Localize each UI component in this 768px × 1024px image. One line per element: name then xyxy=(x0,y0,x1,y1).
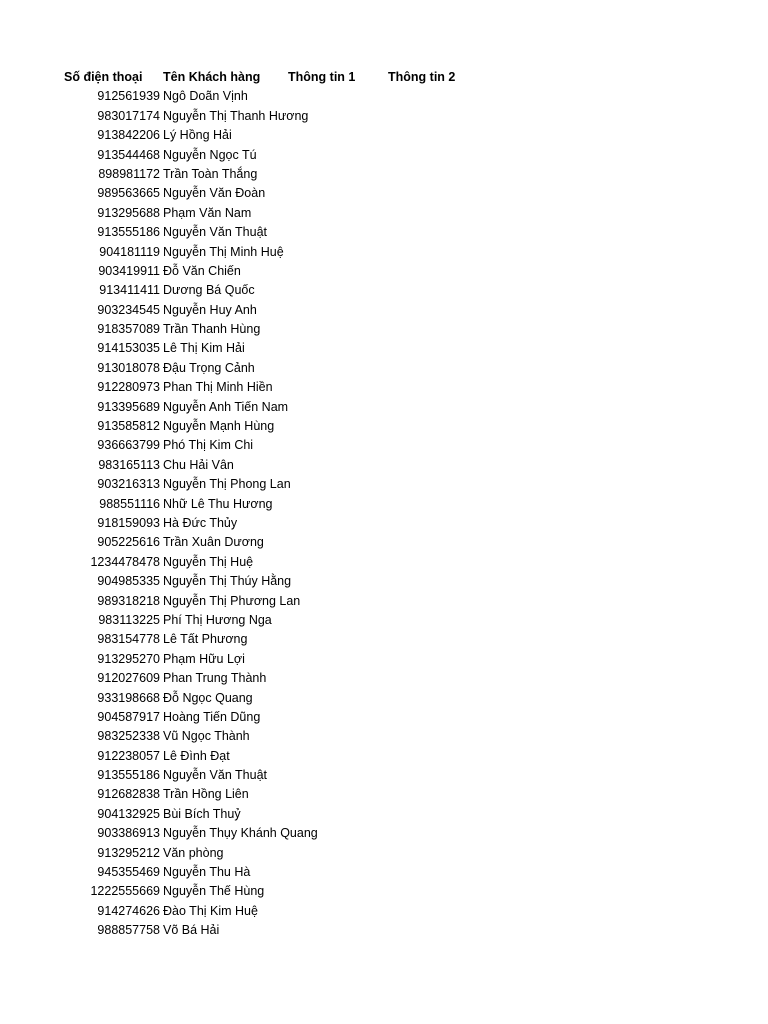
customer-name-cell: Đào Thị Kim Huệ xyxy=(163,903,258,918)
phone-cell: 912561939 xyxy=(97,89,160,104)
phone-cell: 913585812 xyxy=(97,419,160,434)
table-row xyxy=(0,514,768,533)
customer-name-cell: Trần Hồng Liên xyxy=(163,787,249,802)
phone-cell: 913544468 xyxy=(97,147,160,162)
customer-name-cell: Đỗ Văn Chiến xyxy=(163,263,241,278)
header-row xyxy=(0,68,768,87)
table-row xyxy=(0,533,768,552)
phone-cell: 912682838 xyxy=(97,787,160,802)
phone-cell: 913295688 xyxy=(97,205,160,220)
table-row xyxy=(0,805,768,824)
phone-cell: 913295270 xyxy=(97,651,160,666)
table-row xyxy=(0,165,768,184)
table-row xyxy=(0,243,768,262)
table-row xyxy=(0,495,768,514)
phone-cell: 983252338 xyxy=(97,729,160,744)
customer-name-cell: Nguyễn Thụy Khánh Quang xyxy=(163,826,318,841)
phone-cell: 989318218 xyxy=(97,593,160,608)
phone-cell: 914274626 xyxy=(97,903,160,918)
phone-cell: 936663799 xyxy=(97,438,160,453)
phone-cell: 945355469 xyxy=(97,865,160,880)
customer-name-cell: Nguyễn Anh Tiến Nam xyxy=(163,399,289,414)
customer-name-cell: Nguyễn Mạnh Hùng xyxy=(163,419,275,434)
table-row xyxy=(0,611,768,630)
table-row xyxy=(0,708,768,727)
phone-cell: 918357089 xyxy=(97,322,160,337)
customer-name-cell: Phạm Văn Nam xyxy=(163,205,252,220)
phone-cell: 913395689 xyxy=(97,399,160,414)
customer-name-cell: Đậu Trọng Cảnh xyxy=(163,360,255,375)
table-row xyxy=(0,824,768,843)
customer-name-cell: Nguyễn Văn Đoàn xyxy=(163,186,266,201)
header-info-2: Thông tin 2 xyxy=(388,70,456,84)
header-info-1: Thông tin 1 xyxy=(288,70,356,84)
customer-name-cell: Hoàng Tiến Dũng xyxy=(163,709,261,724)
table-row xyxy=(0,863,768,882)
customer-name-cell: Lê Tất Phương xyxy=(163,632,248,647)
table-row xyxy=(0,184,768,203)
customer-name-cell: Nguyễn Thị Minh Huệ xyxy=(163,244,284,259)
customer-name-cell: Phan Thị Minh Hiền xyxy=(163,380,273,395)
customer-name-cell: Phó Thị Kim Chi xyxy=(163,438,254,453)
table-row xyxy=(0,281,768,300)
customer-name-cell: Phạm Hữu Lợi xyxy=(163,651,245,666)
phone-cell: 1222555669 xyxy=(90,884,160,899)
customer-sheet xyxy=(0,68,768,941)
customer-name-cell: Trần Xuân Dương xyxy=(163,535,264,550)
table-row xyxy=(0,87,768,106)
table-row xyxy=(0,553,768,572)
table-row xyxy=(0,844,768,863)
customer-name-cell: Trần Toàn Thắng xyxy=(163,166,258,181)
table-row xyxy=(0,146,768,165)
phone-cell: 983017174 xyxy=(97,108,160,123)
customer-name-cell: Lý Hồng Hải xyxy=(163,128,232,143)
header-name: Tên Khách hàng xyxy=(163,70,261,84)
table-row xyxy=(0,320,768,339)
phone-cell: 904587917 xyxy=(97,709,160,724)
customer-name-cell: Nguyễn Thị Huệ xyxy=(163,554,254,569)
table-row xyxy=(0,204,768,223)
customer-name-cell: Nhữ Lê Thu Hương xyxy=(163,496,273,511)
table-row xyxy=(0,921,768,940)
phone-cell: 903419911 xyxy=(98,263,160,278)
table-row xyxy=(0,592,768,611)
customer-name-cell: Nguyễn Văn Thuật xyxy=(163,768,268,783)
customer-name-cell: Võ Bá Hải xyxy=(163,923,220,938)
phone-cell: 913411411 xyxy=(99,283,160,298)
customer-name-cell: Phí Thị Hương Nga xyxy=(163,612,272,627)
customer-name-cell: Ngô Doãn Vịnh xyxy=(163,89,248,104)
customer-name-cell: Nguyễn Huy Anh xyxy=(163,302,257,317)
customer-name-cell: Trần Thanh Hùng xyxy=(163,322,261,337)
customer-name-cell: Lê Đình Đạt xyxy=(163,748,230,763)
phone-cell: 983165113 xyxy=(98,457,160,472)
customer-name-cell: Nguyễn Ngọc Tú xyxy=(163,147,257,162)
table-row xyxy=(0,669,768,688)
phone-cell: 903216313 xyxy=(97,477,160,492)
table-row xyxy=(0,650,768,669)
table-row xyxy=(0,475,768,494)
table-row xyxy=(0,378,768,397)
customer-name-cell: Nguyễn Thị Phong Lan xyxy=(163,477,291,492)
phone-cell: 903234545 xyxy=(97,302,160,317)
phone-cell: 913295212 xyxy=(97,845,160,860)
phone-cell: 912280973 xyxy=(97,380,160,395)
table-row xyxy=(0,785,768,804)
table-row xyxy=(0,262,768,281)
phone-cell: 905225616 xyxy=(97,535,160,550)
customer-name-cell: Lê Thị Kim Hải xyxy=(163,341,245,356)
table-row xyxy=(0,572,768,591)
table-row xyxy=(0,126,768,145)
phone-cell: 904985335 xyxy=(97,574,160,589)
customer-name-cell: Bùi Bích Thuỷ xyxy=(163,806,241,821)
phone-cell: 988551116 xyxy=(99,496,160,511)
phone-cell: 989563665 xyxy=(97,186,160,201)
table-row xyxy=(0,766,768,785)
table-row xyxy=(0,339,768,358)
phone-cell: 904181119 xyxy=(99,244,160,259)
phone-cell: 983113225 xyxy=(98,612,160,627)
phone-cell: 903386913 xyxy=(97,826,160,841)
table-row xyxy=(0,456,768,475)
header-phone: Số điện thoại xyxy=(64,70,143,84)
customer-name-cell: Nguyễn Văn Thuật xyxy=(163,225,268,240)
phone-cell: 912027609 xyxy=(97,671,160,686)
table-row xyxy=(0,223,768,242)
phone-cell: 913842206 xyxy=(97,128,160,143)
customer-name-cell: Nguyễn Thị Phương Lan xyxy=(163,593,301,608)
table-row xyxy=(0,689,768,708)
customer-name-cell: Đỗ Ngọc Quang xyxy=(163,690,253,705)
table-row xyxy=(0,630,768,649)
customer-name-cell: Vũ Ngọc Thành xyxy=(163,729,250,744)
table-row xyxy=(0,902,768,921)
phone-cell: 913555186 xyxy=(97,225,160,240)
phone-cell: 912238057 xyxy=(97,748,160,763)
customer-rows xyxy=(0,87,768,940)
phone-cell: 914153035 xyxy=(97,341,160,356)
table-row xyxy=(0,882,768,901)
customer-name-cell: Nguyễn Thế Hùng xyxy=(163,884,265,899)
table-row xyxy=(0,747,768,766)
customer-name-cell: Dương Bá Quốc xyxy=(163,283,255,298)
customer-name-cell: Nguyễn Thu Hà xyxy=(163,865,251,880)
customer-name-cell: Phan Trung Thành xyxy=(163,671,267,686)
table-row xyxy=(0,417,768,436)
table-row xyxy=(0,301,768,320)
customer-name-cell: Hà Đức Thủy xyxy=(163,515,238,530)
phone-cell: 933198668 xyxy=(97,690,160,705)
table-row xyxy=(0,107,768,126)
phone-cell: 913018078 xyxy=(97,360,160,375)
phone-cell: 904132925 xyxy=(97,806,160,821)
phone-cell: 913555186 xyxy=(97,768,160,783)
phone-cell: 988857758 xyxy=(97,923,160,938)
phone-cell: 983154778 xyxy=(97,632,160,647)
phone-cell: 898981172 xyxy=(98,166,160,181)
phone-cell: 1234478478 xyxy=(90,554,160,569)
table-row xyxy=(0,359,768,378)
customer-name-cell: Chu Hải Vân xyxy=(163,457,234,472)
table-row xyxy=(0,727,768,746)
table-row xyxy=(0,398,768,417)
customer-name-cell: Nguyễn Thị Thúy Hằng xyxy=(163,574,292,589)
customer-name-cell: Nguyễn Thị Thanh Hương xyxy=(163,108,309,123)
customer-name-cell: Văn phòng xyxy=(163,845,224,860)
phone-cell: 918159093 xyxy=(97,515,160,530)
table-row xyxy=(0,436,768,455)
